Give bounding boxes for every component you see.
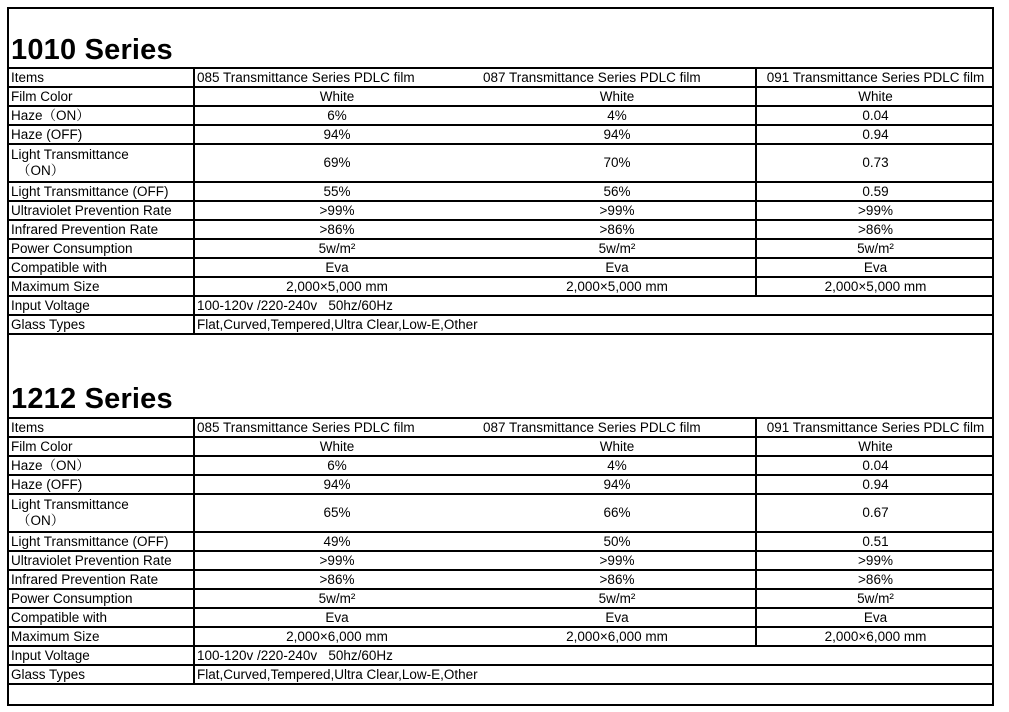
row-label	[9, 494, 194, 532]
table-row	[9, 125, 994, 144]
cell-value: 94%	[194, 475, 479, 494]
table-row	[9, 551, 994, 570]
row-label: Power Consumption	[9, 589, 194, 608]
row-label: Compatible with	[9, 258, 194, 277]
row-label: Input Voltage	[9, 296, 194, 315]
cell-value-spanning: Flat,Curved,Tempered,Ultra Clear,Low-E,Other	[194, 665, 994, 684]
table-row	[9, 608, 994, 627]
cell-value: 70%	[479, 144, 756, 182]
cell-value: 2,000×5,000 mm	[756, 277, 994, 296]
table-row	[9, 220, 994, 239]
row-label: Haze（ON）	[9, 456, 194, 475]
cell-value: >86%	[479, 570, 756, 589]
spec-sheet-frame	[7, 7, 994, 706]
cell-value: 2,000×6,000 mm	[756, 627, 994, 646]
table-header-row	[9, 418, 994, 437]
row-label: Light Transmittance (OFF)	[9, 182, 194, 201]
cell-value: >99%	[194, 201, 479, 220]
cell-value: 4%	[479, 106, 756, 125]
cell-value: 0.94	[756, 475, 994, 494]
cell-value: White	[194, 87, 479, 106]
table-row	[9, 277, 994, 296]
cell-value: 0.04	[756, 106, 994, 125]
row-label: Light Transmittance (OFF)	[9, 532, 194, 551]
cell-value: White	[756, 87, 994, 106]
cell-value: 5w/m²	[756, 239, 994, 258]
cell-value: 5w/m²	[756, 589, 994, 608]
row-label: Film Color	[9, 87, 194, 106]
row-label: Infrared Prevention Rate	[9, 570, 194, 589]
header-col-087: 087 Transmittance Series PDLC film	[479, 418, 756, 437]
cell-value: White	[194, 437, 479, 456]
table-header-row	[9, 68, 994, 87]
cell-value: Eva	[756, 258, 994, 277]
header-col-085: 085 Transmittance Series PDLC film	[194, 418, 479, 437]
cell-value: >99%	[479, 551, 756, 570]
row-label: Film Color	[9, 437, 194, 456]
cell-value: 94%	[479, 475, 756, 494]
table-row	[9, 627, 994, 646]
cell-value: 5w/m²	[194, 589, 479, 608]
row-label: Glass Types	[9, 315, 194, 334]
series-title: 1010 Series	[11, 34, 173, 66]
cell-value: 49%	[194, 532, 479, 551]
table-row	[9, 437, 994, 456]
cell-value: 0.94	[756, 125, 994, 144]
table-row-glass-types	[9, 665, 994, 684]
table-row-glass-types	[9, 315, 994, 334]
cell-value: 0.67	[756, 494, 994, 532]
row-label: Power Consumption	[9, 239, 194, 258]
row-label-line2: （ON）	[17, 163, 65, 178]
cell-value: Eva	[479, 608, 756, 627]
table-row	[9, 589, 994, 608]
row-label: Maximum Size	[9, 277, 194, 296]
cell-value: 0.04	[756, 456, 994, 475]
cell-value: >99%	[756, 551, 994, 570]
row-label: Input Voltage	[9, 646, 194, 665]
row-label: Compatible with	[9, 608, 194, 627]
table-row	[9, 87, 994, 106]
cell-value: 5w/m²	[194, 239, 479, 258]
cell-value: 2,000×6,000 mm	[194, 627, 479, 646]
cell-value: >86%	[194, 570, 479, 589]
cell-value: White	[479, 437, 756, 456]
row-label: Ultraviolet Prevention Rate	[9, 551, 194, 570]
cell-value: 94%	[479, 125, 756, 144]
table-row	[9, 201, 994, 220]
table-row	[9, 182, 994, 201]
cell-value: White	[479, 87, 756, 106]
spec-table	[9, 67, 994, 335]
cell-value-spanning: 100-120v /220-240v 50hz/60Hz	[194, 646, 994, 665]
cell-value: >86%	[756, 570, 994, 589]
cell-value: 94%	[194, 125, 479, 144]
header-items: Items	[9, 418, 194, 437]
cell-value: 2,000×6,000 mm	[479, 627, 756, 646]
cell-value: >86%	[479, 220, 756, 239]
cell-value-spanning: 100-120v /220-240v 50hz/60Hz	[194, 296, 994, 315]
table-row	[9, 475, 994, 494]
cell-value-spanning: Flat,Curved,Tempered,Ultra Clear,Low-E,Other	[194, 315, 994, 334]
cell-value: 66%	[479, 494, 756, 532]
header-col-091: 091 Transmittance Series PDLC film	[756, 68, 994, 87]
cell-value: 2,000×5,000 mm	[479, 277, 756, 296]
cell-value: 50%	[479, 532, 756, 551]
spec-table	[9, 417, 994, 685]
cell-value: 65%	[194, 494, 479, 532]
table-row-input-voltage	[9, 296, 994, 315]
row-label-line2: （ON）	[17, 513, 65, 528]
table-row	[9, 106, 994, 125]
header-col-091: 091 Transmittance Series PDLC film	[756, 418, 994, 437]
row-label: Haze（ON）	[9, 106, 194, 125]
cell-value: >86%	[756, 220, 994, 239]
cell-value: 6%	[194, 456, 479, 475]
row-label: Glass Types	[9, 665, 194, 684]
row-label: Haze (OFF)	[9, 125, 194, 144]
cell-value: >99%	[479, 201, 756, 220]
table-row	[9, 570, 994, 589]
cell-value: >99%	[194, 551, 479, 570]
cell-value: 5w/m²	[479, 239, 756, 258]
header-col-085: 085 Transmittance Series PDLC film	[194, 68, 479, 87]
cell-value: White	[756, 437, 994, 456]
cell-value: 69%	[194, 144, 479, 182]
cell-value: 5w/m²	[479, 589, 756, 608]
cell-value: 55%	[194, 182, 479, 201]
table-row	[9, 456, 994, 475]
header-items: Items	[9, 68, 194, 87]
cell-value: Eva	[194, 608, 479, 627]
table-row	[9, 532, 994, 551]
cell-value: 56%	[479, 182, 756, 201]
cell-value: 0.59	[756, 182, 994, 201]
cell-value: >86%	[194, 220, 479, 239]
cell-value: 2,000×5,000 mm	[194, 277, 479, 296]
row-label-line1: Light Transmittance	[11, 147, 129, 162]
table-row	[9, 494, 994, 532]
cell-value: 0.73	[756, 144, 994, 182]
row-label	[9, 144, 194, 182]
table-row-input-voltage	[9, 646, 994, 665]
row-label-line1: Light Transmittance	[11, 497, 129, 512]
row-label: Haze (OFF)	[9, 475, 194, 494]
table-row	[9, 144, 994, 182]
header-col-087: 087 Transmittance Series PDLC film	[479, 68, 756, 87]
table-row	[9, 239, 994, 258]
cell-value: >99%	[756, 201, 994, 220]
cell-value: 4%	[479, 456, 756, 475]
table-row	[9, 258, 994, 277]
row-label: Ultraviolet Prevention Rate	[9, 201, 194, 220]
cell-value: Eva	[756, 608, 994, 627]
cell-value: Eva	[194, 258, 479, 277]
cell-value: Eva	[479, 258, 756, 277]
cell-value: 6%	[194, 106, 479, 125]
row-label: Infrared Prevention Rate	[9, 220, 194, 239]
cell-value: 0.51	[756, 532, 994, 551]
row-label: Maximum Size	[9, 627, 194, 646]
series-title: 1212 Series	[11, 383, 173, 415]
